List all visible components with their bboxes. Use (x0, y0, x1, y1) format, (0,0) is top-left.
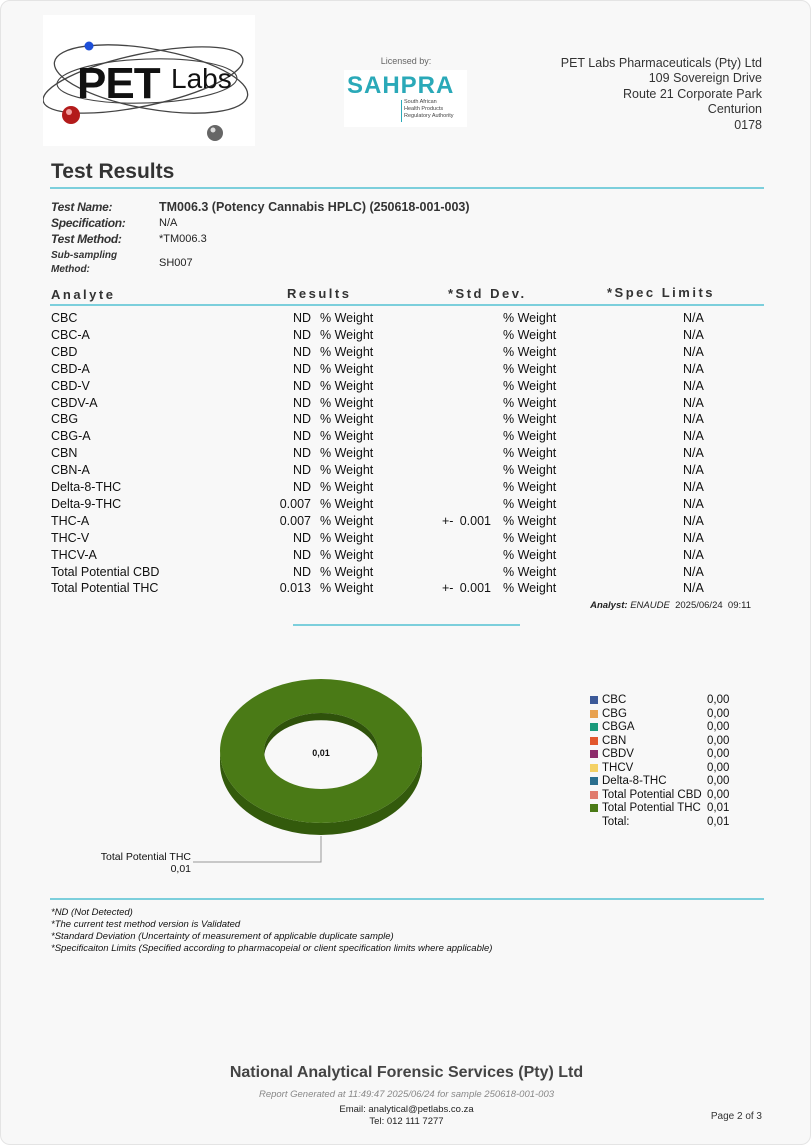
std-dev-unit: % Weight (503, 530, 557, 545)
analyst-date: 2025/06/24 (675, 600, 723, 611)
legend-value: 0,00 (707, 707, 730, 720)
subsampling-value: SH007 (159, 257, 193, 269)
footer-tel: Tel: 012 111 7277 (369, 1116, 444, 1127)
legend-label: Total Potential CBD (602, 788, 702, 801)
table-row (1, 446, 811, 463)
analyte-result: 0.013 (279, 581, 311, 596)
result-unit: % Weight (320, 311, 374, 325)
company-address (561, 56, 762, 133)
analyte-name: CBN-A (51, 463, 90, 478)
result-unit: % Weight (320, 378, 374, 393)
title-divider (50, 187, 764, 189)
table-row (1, 328, 811, 345)
result-unit: % Weight (320, 446, 374, 461)
legend-item (590, 762, 750, 775)
table-row (1, 311, 811, 328)
plus-minus-sign: +- (442, 513, 454, 528)
spec-limit: N/A (683, 564, 704, 579)
plus-minus-sign: +- (442, 581, 454, 596)
test-method-label: Test Method: (51, 232, 122, 246)
analyte-result: ND (292, 480, 311, 494)
analyte-result: ND (292, 327, 311, 342)
analyte-name: Total Potential CBD (51, 564, 160, 579)
result-unit: % Weight (320, 581, 374, 596)
page-number: Page 2 of 3 (710, 1111, 762, 1122)
result-unit: % Weight (320, 480, 374, 494)
footnote-std-dev: *Standard Deviation (Uncertainty of measurement of applicable duplicate sample) (51, 931, 394, 942)
footnote-nd: *ND (Not Detected) (51, 907, 133, 918)
table-row (1, 581, 811, 598)
legend-value: 0,00 (707, 775, 730, 787)
analyte-result: 0.007 (279, 496, 311, 511)
section-divider (293, 624, 520, 626)
result-unit: % Weight (320, 429, 374, 444)
footnote-validated: *The current test method version is Validated (51, 919, 241, 930)
std-dev-unit: % Weight (503, 446, 557, 461)
table-row (1, 362, 811, 379)
spec-limit: N/A (683, 361, 704, 376)
std-dev-unit: % Weight (503, 496, 557, 511)
address-line: PET Labs Pharmaceuticals (Pty) Ltd (560, 56, 762, 70)
std-dev-unit: % Weight (503, 361, 557, 376)
analyte-name: Total Potential THC (51, 581, 159, 596)
spec-limit: N/A (683, 513, 704, 528)
page-title: Test Results (51, 160, 175, 183)
legend-label: CBC (602, 694, 627, 706)
test-name-value: TM006.3 (Potency Cannabis HPLC) (250618-001-003) (159, 200, 470, 214)
table-row (1, 514, 811, 531)
result-unit: % Weight (320, 513, 374, 528)
legend-label: CBN (602, 734, 627, 747)
footnote-spec-limits: *Specificaiton Limits (Specified according to pharmacopeial or client specification limits where applicable) (51, 943, 493, 954)
legend-label: Total Potential THC (602, 802, 701, 814)
result-unit: % Weight (320, 361, 374, 376)
header-divider (50, 304, 764, 306)
result-unit: % Weight (320, 327, 374, 342)
legend-label: THCV (602, 761, 634, 774)
legend-item (590, 789, 750, 802)
analyte-result: ND (292, 564, 311, 579)
legend-item (590, 775, 750, 788)
legend-item (590, 694, 750, 707)
col-header-analyte: Analyte (51, 287, 116, 302)
legend-total-value: 0,01 (707, 816, 730, 828)
analyte-result: ND (292, 378, 311, 393)
result-unit: % Weight (320, 530, 374, 545)
analyst-signoff (590, 600, 751, 611)
analyte-result: ND (292, 547, 311, 562)
result-unit: % Weight (320, 344, 374, 359)
footnote-divider (50, 898, 764, 900)
table-row (1, 429, 811, 446)
legend-label: CBG (602, 707, 627, 720)
std-dev-unit: % Weight (503, 581, 557, 596)
std-dev-unit: % Weight (503, 429, 557, 444)
spec-limit: N/A (683, 480, 704, 494)
legend-swatch (590, 723, 598, 731)
table-row (1, 548, 811, 565)
spec-limit: N/A (683, 429, 704, 444)
licensed-by-label: Licensed by: (380, 56, 432, 66)
callout-value: 0,01 (170, 863, 191, 875)
legend-label: Delta-8-THC (602, 775, 667, 787)
subsampling-label: Sub-sampling Method: (51, 250, 118, 275)
analyte-result: ND (292, 344, 311, 359)
table-row (1, 379, 811, 396)
table-row (1, 463, 811, 480)
sahpra-subtitle: South African Health Products Regulatory Authority (404, 99, 454, 119)
legend-item (590, 748, 750, 761)
result-unit: % Weight (320, 496, 374, 511)
analyte-name: THCV-A (51, 547, 97, 562)
table-row (1, 480, 811, 497)
legend-swatch (590, 804, 598, 812)
result-unit: % Weight (320, 564, 374, 579)
analyte-result: 0.007 (279, 513, 311, 528)
std-dev-unit: % Weight (503, 564, 557, 579)
legend-swatch (590, 791, 598, 799)
analyte-result: ND (292, 395, 311, 410)
std-dev-unit: % Weight (503, 344, 557, 359)
std-dev-unit: % Weight (503, 513, 557, 528)
table-row (1, 412, 811, 429)
legend-label: CBDV (602, 748, 634, 760)
analyte-result: ND (292, 530, 311, 545)
analyte-name: CBG (51, 412, 79, 427)
analyte-name: CBD-A (51, 361, 90, 376)
legend-item (590, 708, 750, 721)
spec-limit: N/A (683, 327, 704, 342)
table-row (1, 497, 811, 514)
pet-labs-logo (43, 15, 255, 146)
result-unit: % Weight (320, 547, 374, 562)
legend-value: 0,00 (707, 721, 730, 733)
sahpra-divider (401, 100, 402, 122)
std-dev-value: 0.001 (459, 581, 491, 596)
legend-item (590, 735, 750, 748)
footer-email: Email: analytical@petlabs.co.za (339, 1104, 474, 1115)
result-unit: % Weight (320, 395, 374, 410)
address-line: Centurion (707, 102, 762, 117)
address-line: 0178 (734, 117, 762, 132)
analyst-name: ENAUDE (630, 600, 670, 611)
specification-label: Specification: (51, 216, 126, 230)
std-dev-unit: % Weight (503, 311, 557, 325)
analyst-time: 09:11 (727, 600, 751, 611)
logo-pet-text: PET (77, 59, 160, 108)
spec-limit: N/A (683, 378, 704, 393)
footer-company: National Analytical Forensic Services (Pty) Ltd (229, 1064, 584, 1081)
result-unit: % Weight (320, 412, 374, 427)
analyte-result: ND (292, 446, 311, 461)
legend-value: 0,01 (707, 802, 730, 814)
spec-limit: N/A (683, 530, 704, 545)
col-header-std-dev: *Std Dev. (448, 286, 527, 301)
analyte-name: THC-V (51, 530, 90, 545)
analyte-result: ND (292, 361, 311, 376)
table-row (1, 565, 811, 582)
spec-limit: N/A (683, 496, 704, 511)
analyte-name: CBG-A (51, 429, 91, 444)
col-header-spec-limits: *Spec Limits (607, 285, 716, 300)
callout-leader-line (193, 836, 321, 862)
legend-swatch (590, 696, 598, 704)
sahpra-name: SAHPRA (347, 72, 455, 99)
legend-swatch (590, 750, 598, 758)
analyte-name: CBN (51, 446, 78, 461)
analyte-result: ND (292, 429, 311, 444)
report-generated-text: Report Generated at 11:49:47 2025/06/24 for sample 250618-001-003 (258, 1089, 555, 1100)
legend-swatch (590, 710, 598, 718)
legend-value: 0,00 (707, 761, 730, 774)
spec-limit: N/A (683, 395, 704, 410)
analyte-name: CBD-V (51, 378, 90, 393)
test-method-value: *TM006.3 (159, 233, 207, 245)
spec-limit: N/A (683, 547, 704, 562)
legend-swatch (590, 764, 598, 772)
analyte-result: ND (292, 311, 311, 325)
analyte-name: Delta-9-THC (51, 496, 122, 511)
std-dev-unit: % Weight (503, 463, 557, 478)
std-dev-value: 0.001 (459, 513, 491, 528)
std-dev-unit: % Weight (503, 395, 557, 410)
spec-limit: N/A (683, 581, 704, 596)
col-header-results: Results (287, 286, 352, 301)
legend-value: 0,00 (707, 694, 730, 706)
spec-limit: N/A (683, 344, 704, 359)
table-row (1, 531, 811, 548)
address-line: 109 Sovereign Drive (648, 71, 762, 86)
analyte-result: ND (292, 463, 311, 478)
legend-value: 0,00 (707, 748, 730, 760)
table-row (1, 396, 811, 413)
legend-value: 0,00 (707, 788, 730, 801)
std-dev-unit: % Weight (503, 480, 557, 494)
address-line: Route 21 Corporate Park (623, 86, 762, 101)
legend-item (590, 802, 750, 815)
std-dev-unit: % Weight (503, 327, 557, 342)
spec-limit: N/A (683, 311, 704, 325)
analyst-label: Analyst: (590, 600, 628, 611)
analyte-result: ND (292, 412, 311, 427)
legend-label: CBGA (602, 721, 635, 733)
spec-limit: N/A (683, 463, 704, 478)
legend-swatch (590, 737, 598, 745)
analyte-name: CBDV-A (51, 395, 98, 410)
analyte-name: THC-A (51, 513, 90, 528)
callout-label: Total Potential THC (100, 851, 191, 863)
std-dev-unit: % Weight (503, 378, 557, 393)
analyte-name: Delta-8-THC (51, 480, 122, 494)
legend-swatch (590, 777, 598, 785)
analyte-name: CBC-A (51, 327, 90, 342)
std-dev-unit: % Weight (503, 412, 557, 427)
test-name-label: Test Name: (51, 200, 113, 214)
legend-item (590, 721, 750, 734)
sahpra-logo (344, 70, 467, 127)
legend-total-row (590, 816, 750, 829)
logo-labs-text: Labs (171, 63, 232, 94)
donut-center-label: 0,01 (312, 748, 330, 758)
analyte-name: CBD (51, 344, 78, 359)
legend-total-label: Total: (602, 816, 630, 828)
analyte-name: CBC (51, 311, 78, 325)
specification-value: N/A (159, 217, 178, 229)
legend-value: 0,00 (707, 734, 730, 747)
spec-limit: N/A (683, 412, 704, 427)
result-unit: % Weight (320, 463, 374, 478)
table-row (1, 345, 811, 362)
std-dev-unit: % Weight (503, 547, 557, 562)
spec-limit: N/A (683, 446, 704, 461)
